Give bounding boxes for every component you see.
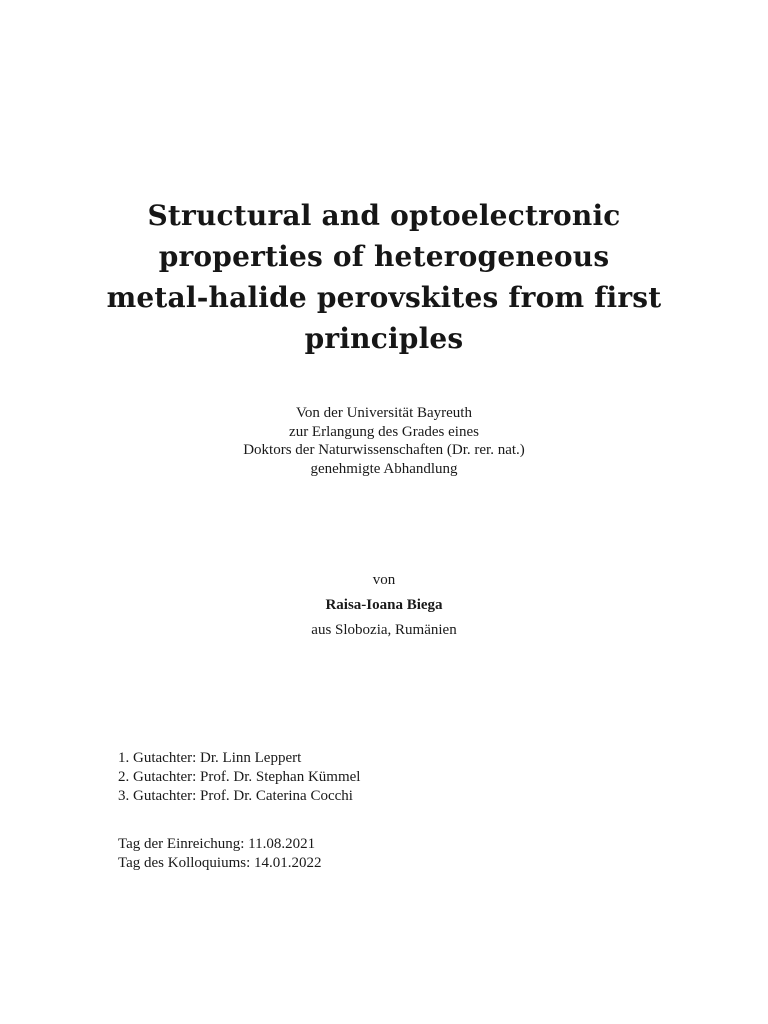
date-block — [118, 835, 322, 872]
degree-statement — [84, 404, 684, 478]
degree-statement-line: zur Erlangung des Grades eines — [289, 423, 479, 440]
degree-statement-line: genehmigte Abhandlung — [310, 460, 458, 477]
author-block — [84, 571, 684, 639]
reviewer-second: 2. Gutachter: Prof. Dr. Stephan Kümmel — [118, 769, 361, 785]
author-name: Raisa-Ioana Biega — [325, 597, 443, 613]
submission-date: Tag der Einreichung: 11.08.2021 — [118, 836, 316, 852]
thesis-title-line: principles — [304, 322, 464, 355]
degree-statement-line: Von der Universität Bayreuth — [296, 405, 472, 421]
thesis-title-line: metal-halide perovskites from first — [106, 281, 662, 314]
reviewer-list — [118, 749, 360, 806]
thesis-title-line: Structural and optoelectronic — [147, 199, 621, 232]
author-origin: aus Slobozia, Rumänien — [311, 622, 457, 638]
thesis-title-line: properties of heterogeneous — [158, 240, 610, 273]
degree-statement-line: Doktors der Naturwissenschaften (Dr. rer. nat.) — [243, 442, 525, 458]
reviewer-first: 1. Gutachter: Dr. Linn Leppert — [118, 750, 302, 766]
thesis-title — [80, 195, 688, 359]
colloquium-date: Tag des Kolloquiums: 14.01.2022 — [118, 854, 322, 871]
von-label: von — [372, 572, 396, 588]
reviewer-third: 3. Gutachter: Prof. Dr. Caterina Cocchi — [118, 788, 353, 804]
